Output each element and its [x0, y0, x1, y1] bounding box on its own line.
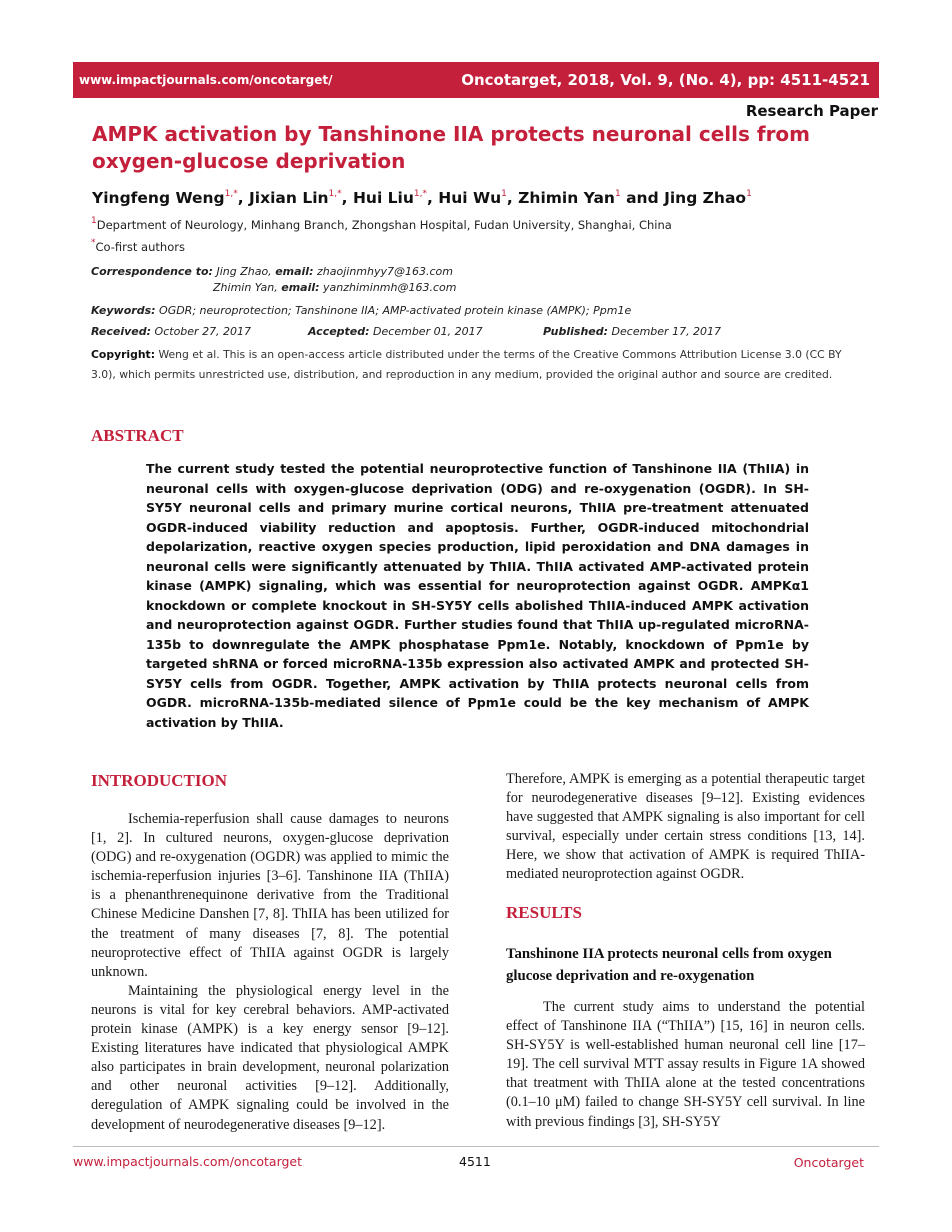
cofirst-text: Co-first authors [95, 240, 185, 254]
affiliation [91, 216, 672, 232]
author-separator: , [237, 189, 250, 207]
results-heading: RESULTS [506, 903, 582, 922]
footer-journal: Oncotarget [793, 1155, 864, 1170]
results-subheading: Tanshinone IIA protects neuronal cells from oxygen glucose deprivation and re-oxygenation [506, 946, 832, 984]
intro-paragraph-1: Ischemia-reperfusion shall cause damages to neurons [1, 2]. In cultured neurons, oxygen-glucose deprivation (ODG) and re-oxygenation (OGDR) was applied to mimic the ischemia-reperfusion injuries [3–6]. Tanshinone IIA (ThIIA) is a phenanthrenequinone derivative from the Traditional Chinese Medicine Danshen [7, 8]. ThIIA has been utilized for the treatment of many diseases [7, 8]. The potential neuroprotective effect of ThIIA against OGDR is largely unknown. [91, 811, 449, 980]
email-link[interactable]: zhaojinmhyy7@163.com [316, 265, 453, 278]
affiliation-text: Department of Neurology, Minhang Branch, Zhongshan Hospital, Fudan University, Shanghai, China [96, 218, 672, 232]
abstract-heading: ABSTRACT [91, 426, 184, 445]
correspondence-label: Correspondence to: [91, 265, 213, 278]
copyright-label: Copyright: [91, 348, 156, 361]
journal-url-link[interactable]: www.impactjournals.com/oncotarget/ [79, 73, 333, 87]
published-label: Published: [543, 325, 609, 338]
published-value: December 17, 2017 [611, 325, 722, 338]
author: Hui Wu [438, 189, 502, 207]
right-column-results [506, 998, 865, 1132]
author-affil-mark: 1,* [328, 189, 342, 199]
footer-url-link[interactable]: www.impactjournals.com/oncotarget [73, 1154, 303, 1169]
author: Hui Liu [352, 189, 414, 207]
keywords-label: Keywords: [91, 304, 156, 317]
accepted-label: Accepted: [308, 325, 370, 338]
author-separator: and [620, 189, 665, 207]
correspondent-name: Zhimin Yan, [213, 281, 278, 294]
published-date [543, 325, 721, 338]
abstract-text: The current study tested the potential neuroprotective function of Tanshinone IIA (ThIIA) in neuronal cells with oxygen-glucose deprivation (ODG) and re-oxygenation (OGDR). In SH-SY5Y neuronal cells and primary murine cortical neurons, ThIIA pre-treatment attenuated OGDR-induced viability reduction and apoptosis. Further, OGDR-induced mitochondrial depolarization, reactive oxygen species production, lipid peroxidation and DNA damages in neuronal cells were significantly attenuated by ThIIA. ThIIA activated AMP-activated protein kinase (AMPK) signaling, which was essential for neuroprotection against OGDR. AMPKα1 knockdown or complete knockout in SH-SY5Y cells abolished ThIIA-induced AMPK activation and neuroprotection against OGDR. Further studies found that ThIIA up-regulated microRNA-135b to downregulate the AMPK phosphatase Ppm1e. Notably, knockdown of Ppm1e by targeted shRNA or forced microRNA-135b expression also activated AMPK and protected SH-SY5Y cells from OGDR. Together, AMPK activation by ThIIA protects neuronal cells from OGDR. microRNA-135b-mediated silence of Ppm1e could be the key mechanism of AMPK activation by ThIIA. [146, 461, 809, 730]
author: Yingfeng Weng [92, 189, 225, 207]
author-separator: , [506, 189, 519, 207]
correspondence-line-2 [213, 281, 456, 294]
correspondent-name: Jing Zhao, [216, 265, 272, 278]
author-separator: , [426, 189, 439, 207]
keywords-text: OGDR; neuroprotection; Tanshinone IIA; AMP-activated protein kinase (AMPK); Ppm1e [159, 304, 632, 317]
intro-paragraph-2: Maintaining the physiological energy level in the neurons is vital for key cerebral behaviors. AMP-activated protein kinase (AMPK) is a key energy sensor [9–12]. Existing literatures have indicated that physiological AMPK also participates in brain development, neuronal polarization and other neuronal activities [9–12]. Additionally, deregulation of AMPK signaling could be involved in the development of neurodegenerative diseases [9–12]. [91, 982, 449, 1133]
author-separator: , [341, 189, 353, 207]
keywords [91, 304, 631, 317]
received-label: Received: [91, 325, 152, 338]
author: Zhimin Yan [518, 189, 615, 207]
accepted-date [308, 325, 483, 338]
introduction-heading: INTRODUCTION [91, 771, 228, 790]
email-label: email: [281, 281, 320, 294]
author-affil-mark: 1,* [413, 189, 427, 199]
accepted-value: December 01, 2017 [373, 325, 483, 338]
page-number: 4511 [459, 1154, 491, 1169]
author-affil-mark: 1 [746, 189, 752, 199]
author-list [92, 189, 752, 207]
footer-divider [73, 1146, 879, 1147]
author-affil-mark: 1,* [224, 189, 238, 199]
email-link[interactable]: yanzhiminmh@163.com [323, 281, 457, 294]
affiliation-mark: 1 [91, 216, 97, 226]
left-column [91, 810, 449, 1135]
correspondence-line-1 [91, 265, 453, 278]
journal-banner [73, 62, 879, 98]
copyright-text: Weng et al. This is an open-access article distributed under the terms of the Creative Commons Attribution License 3.0 (CC BY 3.0), which permits unrestricted use, distribution, and reproduction in any medium, provided the original author and source are credited. [91, 348, 842, 381]
email-label: email: [275, 265, 314, 278]
paper-title: AMPK activation by Tanshinone IIA protects neuronal cells from oxygen-glucose deprivation [92, 122, 811, 173]
copyright-notice [91, 345, 867, 384]
author-affil-mark: 1 [501, 189, 507, 199]
author-affil-mark: 1 [614, 189, 621, 199]
journal-citation: Oncotarget, 2018, Vol. 9, (No. 4), pp: 4511-4521 [461, 71, 870, 89]
intro-paragraph-3: Therefore, AMPK is emerging as a potential therapeutic target for neurodegenerative diseases [9–12]. Existing evidences have suggested that AMPK signaling is also important for cell survival, especially under certain stress conditions [13, 14]. Here, we show that activation of AMPK is required ThIIA-mediated neuroprotection against OGDR. [506, 771, 865, 883]
results-paragraph-1: The current study aims to understand the potential effect of Tanshinone IIA (“ThIIA”) [15, 16] in neuron cells. SH-SY5Y is well-established human neuronal cell line [17–19]. The cell survival MTT assay results in Figure 1A showed that treatment with ThIIA alone at the tested concentrations (0.1–10 μM) failed to change SH-SY5Y cell survival. In line with previous findings [3], SH-SY5Y [506, 999, 865, 1130]
author: Jixian Lin [249, 189, 329, 207]
article-type: Research Paper [745, 102, 878, 120]
right-column-top [506, 770, 865, 885]
received-value: October 27, 2017 [154, 325, 252, 338]
cofirst-note [91, 238, 185, 254]
received-date [91, 325, 251, 338]
cofirst-mark: * [91, 238, 96, 248]
author: Jing Zhao [664, 189, 747, 207]
